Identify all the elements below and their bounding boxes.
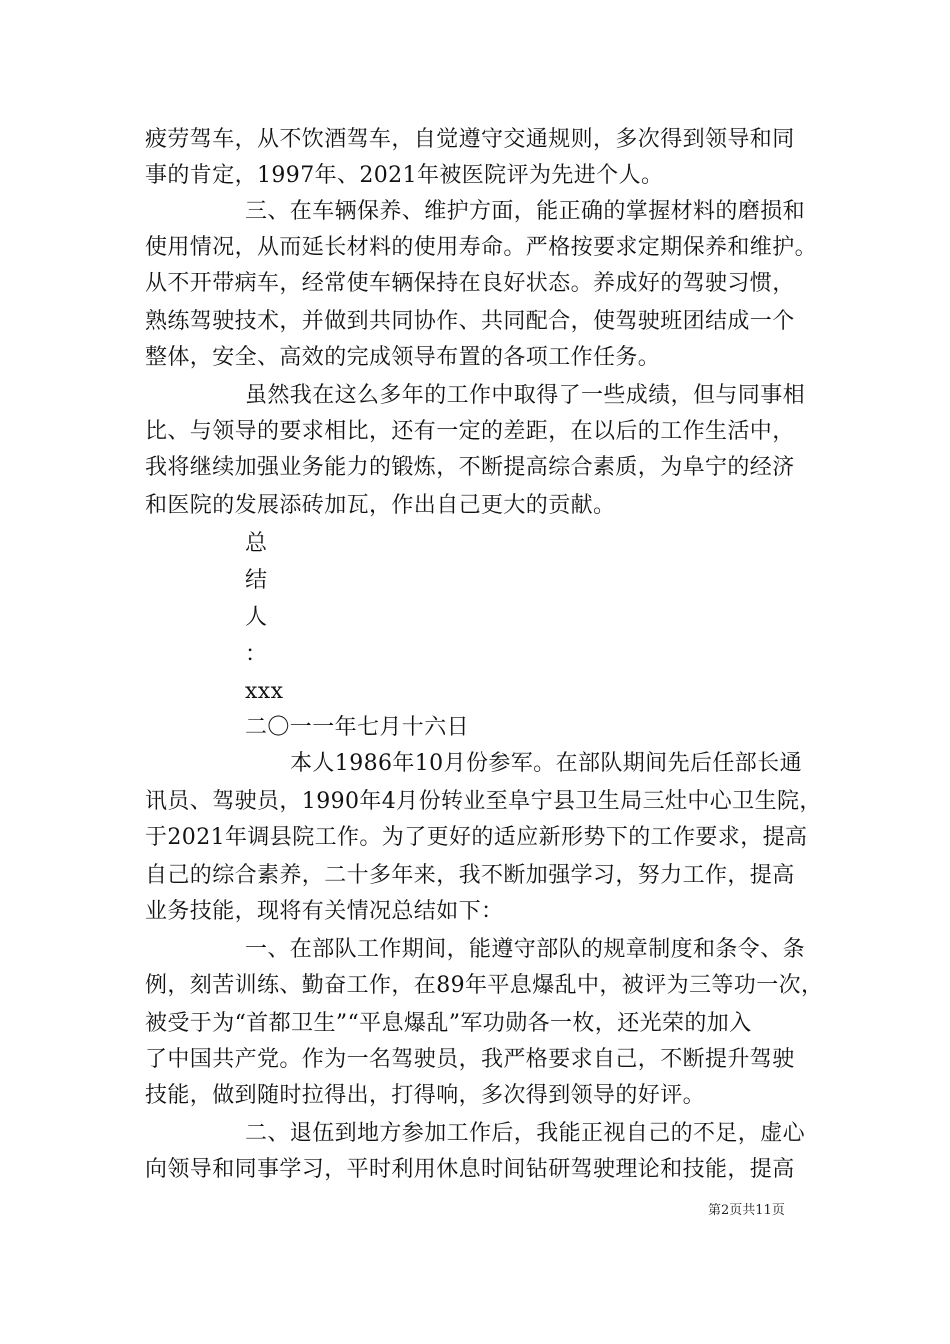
signature-date: 二〇一一年七月十六日 [245, 715, 470, 740]
paragraph-3-line-3: 我将继续加强业务能力的锻炼，不断提高综合素质，为阜宁的经济 [145, 455, 795, 480]
signature-char-4: ： [245, 642, 268, 667]
paragraph-1-line-1: 疲劳驾车，从不饮酒驾车，自觉遵守交通规则，多次得到领导和同 [145, 127, 795, 152]
paragraph-4-line-1: 本人1986年10月份参军。在部队期间先后任部长通 [290, 751, 802, 776]
paragraph-5-line-4: 了中国共产党。作为一名驾驶员，我严格要求自己，不断提升驾驶 [145, 1047, 795, 1072]
signature-char-2: 结 [245, 568, 268, 593]
page-number-footer: 第2页共11页 [708, 1203, 785, 1218]
signature-char-1: 总 [245, 531, 268, 556]
signature-name: xxx [245, 679, 284, 704]
paragraph-3-line-2: 比、与领导的要求相比，还有一定的差距，在以后的工作生活中， [145, 419, 795, 444]
paragraph-3-line-4: 和医院的发展添砖加瓦，作出自己更大的贡献。 [145, 493, 616, 518]
paragraph-2-line-1: 三、在车辆保养、维护方面，能正确的掌握材料的磨损和 [245, 199, 806, 224]
paragraph-4-line-4: 自己的综合素养，二十多年来，我不断加强学习，努力工作，提高 [145, 863, 795, 888]
paragraph-4-line-2: 讯员、驾驶员，1990年4月份转业至阜宁县卫生局三灶中心卫生院， [145, 789, 822, 814]
paragraph-5-line-1: 一、在部队工作期间，能遵守部队的规章制度和条令、条 [245, 937, 806, 962]
paragraph-2-line-2: 使用情况，从而延长材料的使用寿命。严格按要求定期保养和维护。 [145, 235, 818, 260]
paragraph-6-line-2: 向领导和同事学习，平时利用休息时间钻研驾驶理论和技能，提高 [145, 1157, 795, 1182]
paragraph-2-line-5: 整体，安全、高效的完成领导布置的各项工作任务。 [145, 345, 661, 370]
paragraph-4-line-3: 于2021年调县院工作。为了更好的适应新形势下的工作要求，提高 [145, 825, 808, 850]
paragraph-5-line-5: 技能，做到随时拉得出，打得响，多次得到领导的好评。 [145, 1083, 706, 1108]
paragraph-1-line-2: 事的肯定，1997年、2021年被医院评为先进个人。 [145, 163, 664, 188]
paragraph-6-line-1: 二、退伍到地方参加工作后，我能正视自己的不足，虚心 [245, 1121, 806, 1146]
paragraph-4-line-5: 业务技能，现将有关情况总结如下： [145, 899, 504, 924]
paragraph-5-line-2: 例，刻苦训练、勤奋工作，在89年平息爆乱中，被评为三等功一次， [145, 973, 824, 998]
paragraph-2-line-3: 从不开带病车，经常使车辆保持在良好状态。养成好的驾驶习惯， [145, 271, 795, 296]
paragraph-5-line-3: 被受于为“首都卫生”“平息爆乱”军功勋各一枚，还光荣的加入 [145, 1011, 752, 1036]
paragraph-2-line-4: 熟练驾驶技术，并做到共同协作、共同配合，使驾驶班团结成一个 [145, 309, 795, 334]
paragraph-3-line-1: 虽然我在这么多年的工作中取得了一些成绩，但与同事相 [245, 383, 806, 408]
signature-char-3: 人 [245, 605, 268, 630]
